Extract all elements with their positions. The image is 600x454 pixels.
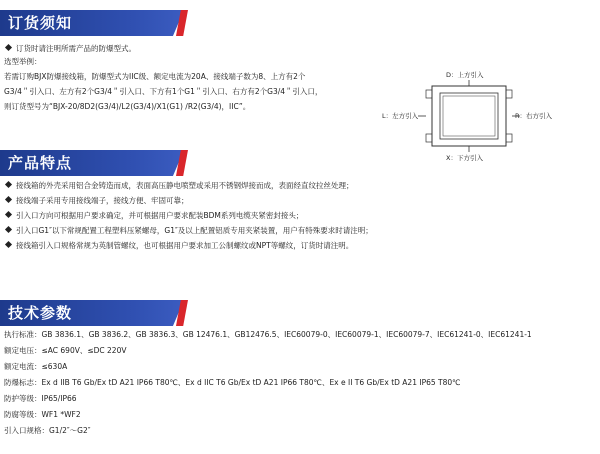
spec-value: ≤AC 690V、≤DC 220V bbox=[41, 346, 127, 355]
spec-value: Ex d IIB T6 Gb/Ex tD A21 IP66 T80℃、Ex d IIC T6 Gb/Ex tD A21 IP66 T80℃、Ex e II T6 Gb/Ex tD A21 IP65 T80℃ bbox=[41, 378, 461, 387]
enclosure-lid bbox=[443, 96, 495, 136]
spec-key: 额定电压： bbox=[4, 346, 42, 355]
bullet-diamond-icon bbox=[5, 241, 12, 248]
spec-row bbox=[4, 410, 81, 420]
feature-item bbox=[6, 196, 189, 206]
diagram-top-label: D：上方引入 bbox=[446, 71, 484, 79]
feature-text: 接线箱引入口规格常规为英制管螺纹，也可根据用户要求加工公制螺纹或NPT等螺纹，订货时请注明。 bbox=[16, 241, 354, 250]
spec-row bbox=[4, 330, 532, 340]
feature-text: 引入口G1″以下常规配置工程塑料压紧螺母，G1″及以上配置铝质专用夹紧装置，用户有特殊要求时请注明； bbox=[16, 226, 373, 235]
order-section-title: 订货须知 bbox=[8, 14, 73, 32]
spec-key: 执行标准： bbox=[4, 330, 42, 339]
bullet-diamond-icon bbox=[5, 211, 12, 218]
feature-item bbox=[6, 241, 353, 251]
features-section-title: 产品特点 bbox=[8, 154, 73, 172]
enclosure-drawing bbox=[370, 60, 600, 170]
order-section-header bbox=[0, 10, 188, 36]
example-line: 则订货型号为“BJX-20/8D2(G3/4)/L2(G3/4)/X1(G1) /R2(G3/4)，IIC”。 bbox=[4, 102, 251, 111]
spec-row bbox=[4, 394, 77, 404]
features-section-header bbox=[0, 150, 188, 176]
inlet-diagram bbox=[370, 60, 600, 170]
feature-text: 引入口方向可根据用户要求确定，并可根据用户要求配装BDM系列电缆夹紧密封接头； bbox=[16, 211, 304, 220]
example-line: 若需订购BJX防爆接线箱，防爆型式为IIC级、额定电流为20A、接线端子数为8、上方有2个 bbox=[4, 72, 306, 81]
order-note-text: 订货时请注明所需产品的防爆型式。 bbox=[16, 44, 136, 53]
diagram-bottom-label: X：下方引入 bbox=[446, 154, 483, 162]
spec-value: ≤630A bbox=[41, 362, 68, 371]
spec-value: GB 3836.1、GB 3836.2、GB 3836.3、GB 12476.1、GB12476.5、IEC60079-0、IEC60079-1、IEC60079-7、IEC61241-0、IEC61241-1 bbox=[41, 330, 532, 339]
spec-row bbox=[4, 346, 126, 356]
feature-item bbox=[6, 211, 303, 221]
specs-section-header bbox=[0, 300, 188, 326]
feature-text: 接线端子采用专用接线端子，接线方便、牢固可靠； bbox=[16, 196, 189, 205]
example-line: G3/4＂引入口、左方有2个G3/4＂引入口、下方有1个G1＂引入口、右方有2个G3/4＂引入口， bbox=[4, 87, 323, 96]
spec-key: 防腐等级： bbox=[4, 410, 42, 419]
spec-value: G1/2″～G2″ bbox=[49, 426, 91, 435]
bullet-diamond-icon bbox=[5, 44, 12, 51]
spec-row bbox=[4, 426, 91, 436]
bullet-diamond-icon bbox=[5, 226, 12, 233]
bullet-diamond-icon bbox=[5, 196, 12, 203]
spec-key: 引入口规格： bbox=[4, 426, 49, 435]
specs-section-title: 技术参数 bbox=[8, 304, 73, 322]
diagram-right-label: R：右方引入 bbox=[515, 112, 553, 120]
example-label: 选型举例： bbox=[4, 57, 42, 66]
spec-value: IP65/IP66 bbox=[41, 394, 77, 403]
spec-key: 防护等级： bbox=[4, 394, 42, 403]
enclosure-inner bbox=[440, 93, 498, 139]
spec-key: 额定电流： bbox=[4, 362, 42, 371]
spec-key: 防爆标志： bbox=[4, 378, 42, 387]
feature-item bbox=[6, 181, 354, 191]
spec-row bbox=[4, 378, 461, 388]
feature-item bbox=[6, 226, 373, 236]
bullet-diamond-icon bbox=[5, 181, 12, 188]
order-note bbox=[6, 44, 136, 54]
spec-row bbox=[4, 362, 67, 372]
diagram-left-label: L：左方引入 bbox=[382, 112, 419, 120]
spec-value: WF1 *WF2 bbox=[41, 410, 81, 419]
feature-text: 接线箱的外壳采用铝合金铸造而成，表面高压静电喷塑或采用不锈钢焊接而成，表面经直纹拉丝处理； bbox=[16, 181, 354, 190]
